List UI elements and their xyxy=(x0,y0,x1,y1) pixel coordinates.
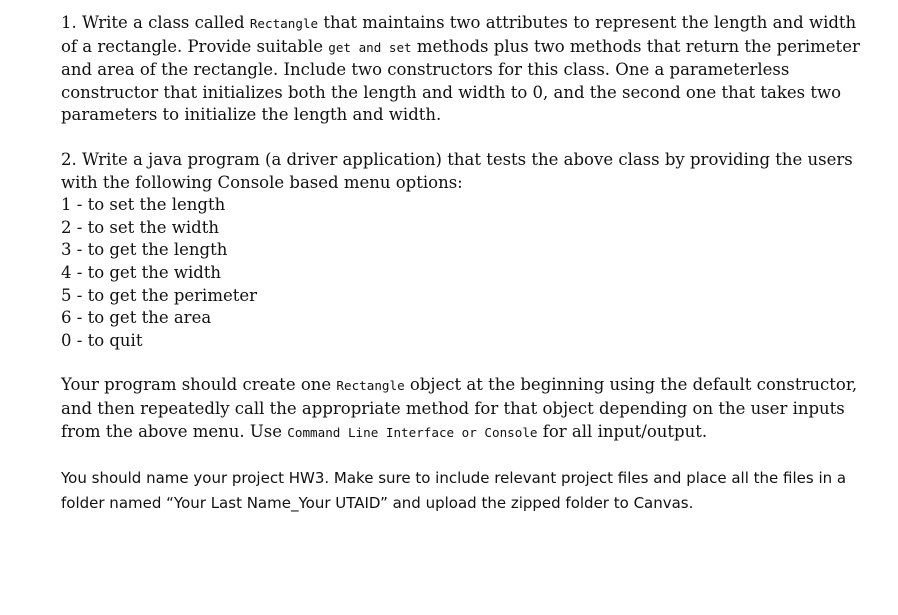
req-text-part-2: object at the beginning using the default constructor, and then repeatedly call the appropriate method for that object depending on the user inputs from the above menu. Use xyxy=(61,375,858,441)
menu-option-0: 0 - to quit xyxy=(61,330,143,350)
q1-text-part-1: 1. Write a class called xyxy=(61,13,250,32)
program-requirements-paragraph xyxy=(61,374,861,444)
question-2-intro: 2. Write a java program (a driver application) that tests the above class by providing the users with the following Console based menu options: xyxy=(61,149,853,192)
assignment-document xyxy=(61,12,861,515)
menu-option-1: 1 - to set the length xyxy=(61,195,226,215)
q1-text-part-3: methods plus two methods that return the perimeter and area of the rectangle. Include two constructors for this class. One a parameterless constructor that initializes both the length and width to 0, and the second one that takes two parameters to initialize the length and width. xyxy=(61,36,860,125)
class-name-code: Rectangle xyxy=(249,16,319,31)
q1-text-part-2: that maintains two attributes to represent the length and width of a rectangle. Provide suitable xyxy=(61,13,857,56)
menu-option-2: 2 - to set the width xyxy=(61,217,219,237)
menu-option-5: 5 - to get the perimeter xyxy=(61,285,258,305)
menu-options-list xyxy=(61,194,861,352)
get-set-code: get and set xyxy=(328,39,412,55)
menu-option-3: 3 - to get the length xyxy=(61,240,228,260)
rectangle-object-code: Rectangle xyxy=(336,378,405,394)
req-text-part-1: Your program should create one xyxy=(61,375,337,395)
question-1-paragraph xyxy=(61,12,861,127)
submission-instructions: You should name your project HW3. Make sure to include relevant project files and place all the files in a folder named “Your Last Name_Your UTAID” and upload the zipped folder to Canvas. xyxy=(61,469,847,512)
menu-option-6: 6 - to get the area xyxy=(61,308,212,328)
req-text-part-3: for all input/output. xyxy=(537,421,708,441)
menu-option-4: 4 - to get the width xyxy=(61,262,222,282)
cli-console-code: Command Line Interface or Console xyxy=(287,424,538,440)
